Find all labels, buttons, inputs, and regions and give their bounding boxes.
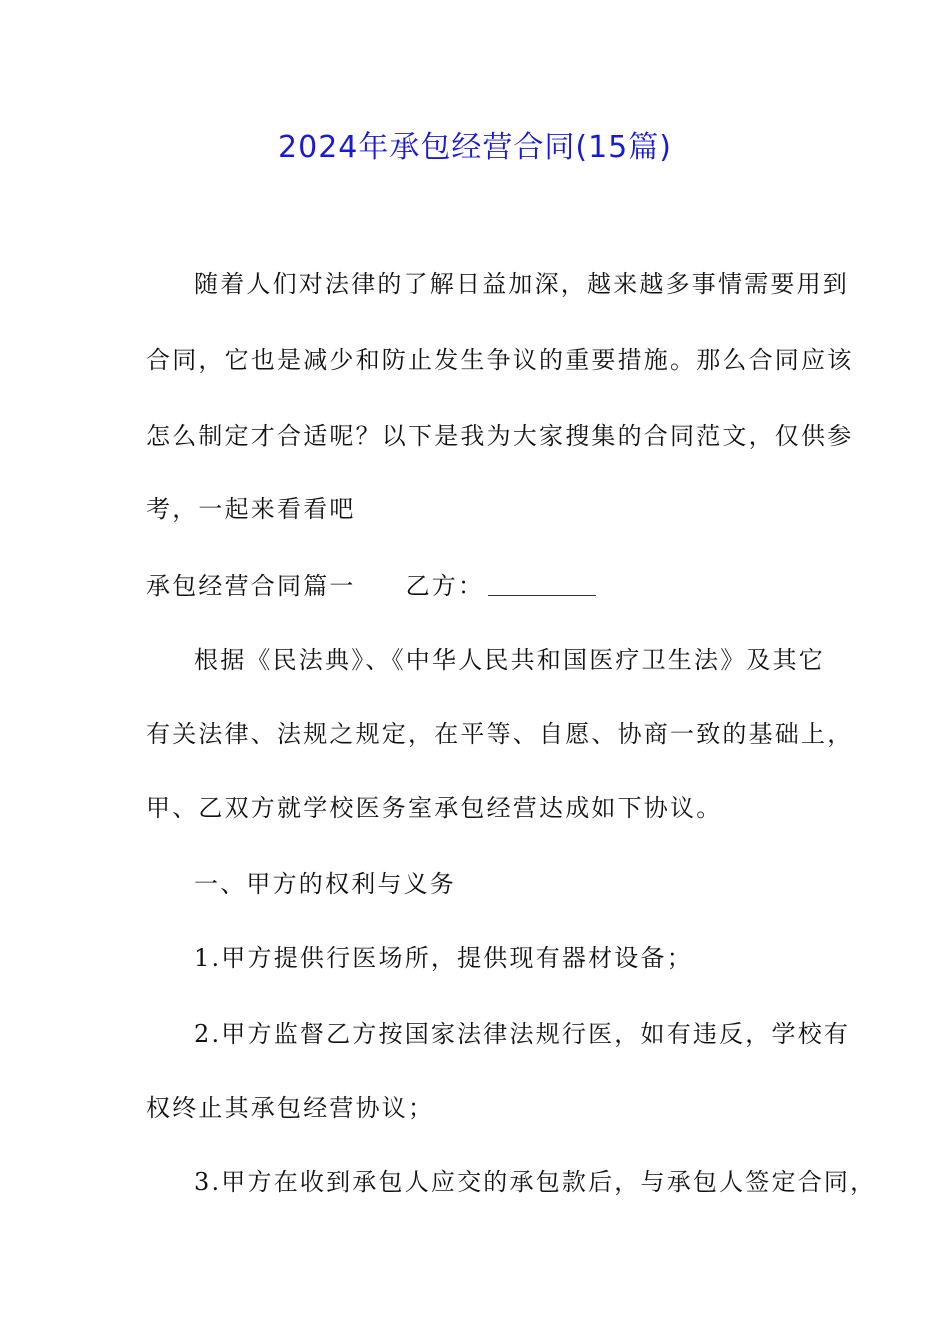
basis-line-3: 甲、乙双方就学校医务室承包经营达成如下协议。 [146, 794, 723, 822]
basis-line-1: 根据《民法典》、《中华人民共和国医疗卫生法》及其它 [194, 646, 825, 674]
intro-line-3: 怎么制定才合适呢？以下是我为大家搜集的合同范文，仅供参 [146, 422, 854, 450]
intro-line-1: 随着人们对法律的了解日益加深，越来越多事情需要用到 [194, 270, 849, 298]
intro-line-2: 合同，它也是减少和防止发生争议的重要措施。那么合同应该 [146, 346, 854, 374]
section-heading-row [146, 568, 826, 604]
item-line-2: 2.甲方监督乙方按国家法律法规行医，如有违反，学校有 [194, 1020, 851, 1048]
party-b-blank [488, 575, 596, 596]
party-b-label: 乙方： [405, 572, 485, 600]
clause-heading: 一、甲方的权利与义务 [194, 870, 456, 898]
intro-line-4: 考，一起来看看吧 [146, 495, 356, 523]
document-title: 2024年承包经营合同(15篇) [278, 130, 672, 165]
section-heading: 承包经营合同篇一 [146, 572, 356, 600]
item-line-3: 权终止其承包经营协议； [146, 1094, 435, 1122]
basis-line-2: 有关法律、法规之规定，在平等、自愿、协商一致的基础上， [146, 720, 854, 748]
item-line-1: 1.甲方提供行医场所，提供现有器材设备； [194, 944, 693, 972]
item-line-4: 3.甲方在收到承包人应交的承包款后，与承包人签定合同， [194, 1168, 877, 1196]
